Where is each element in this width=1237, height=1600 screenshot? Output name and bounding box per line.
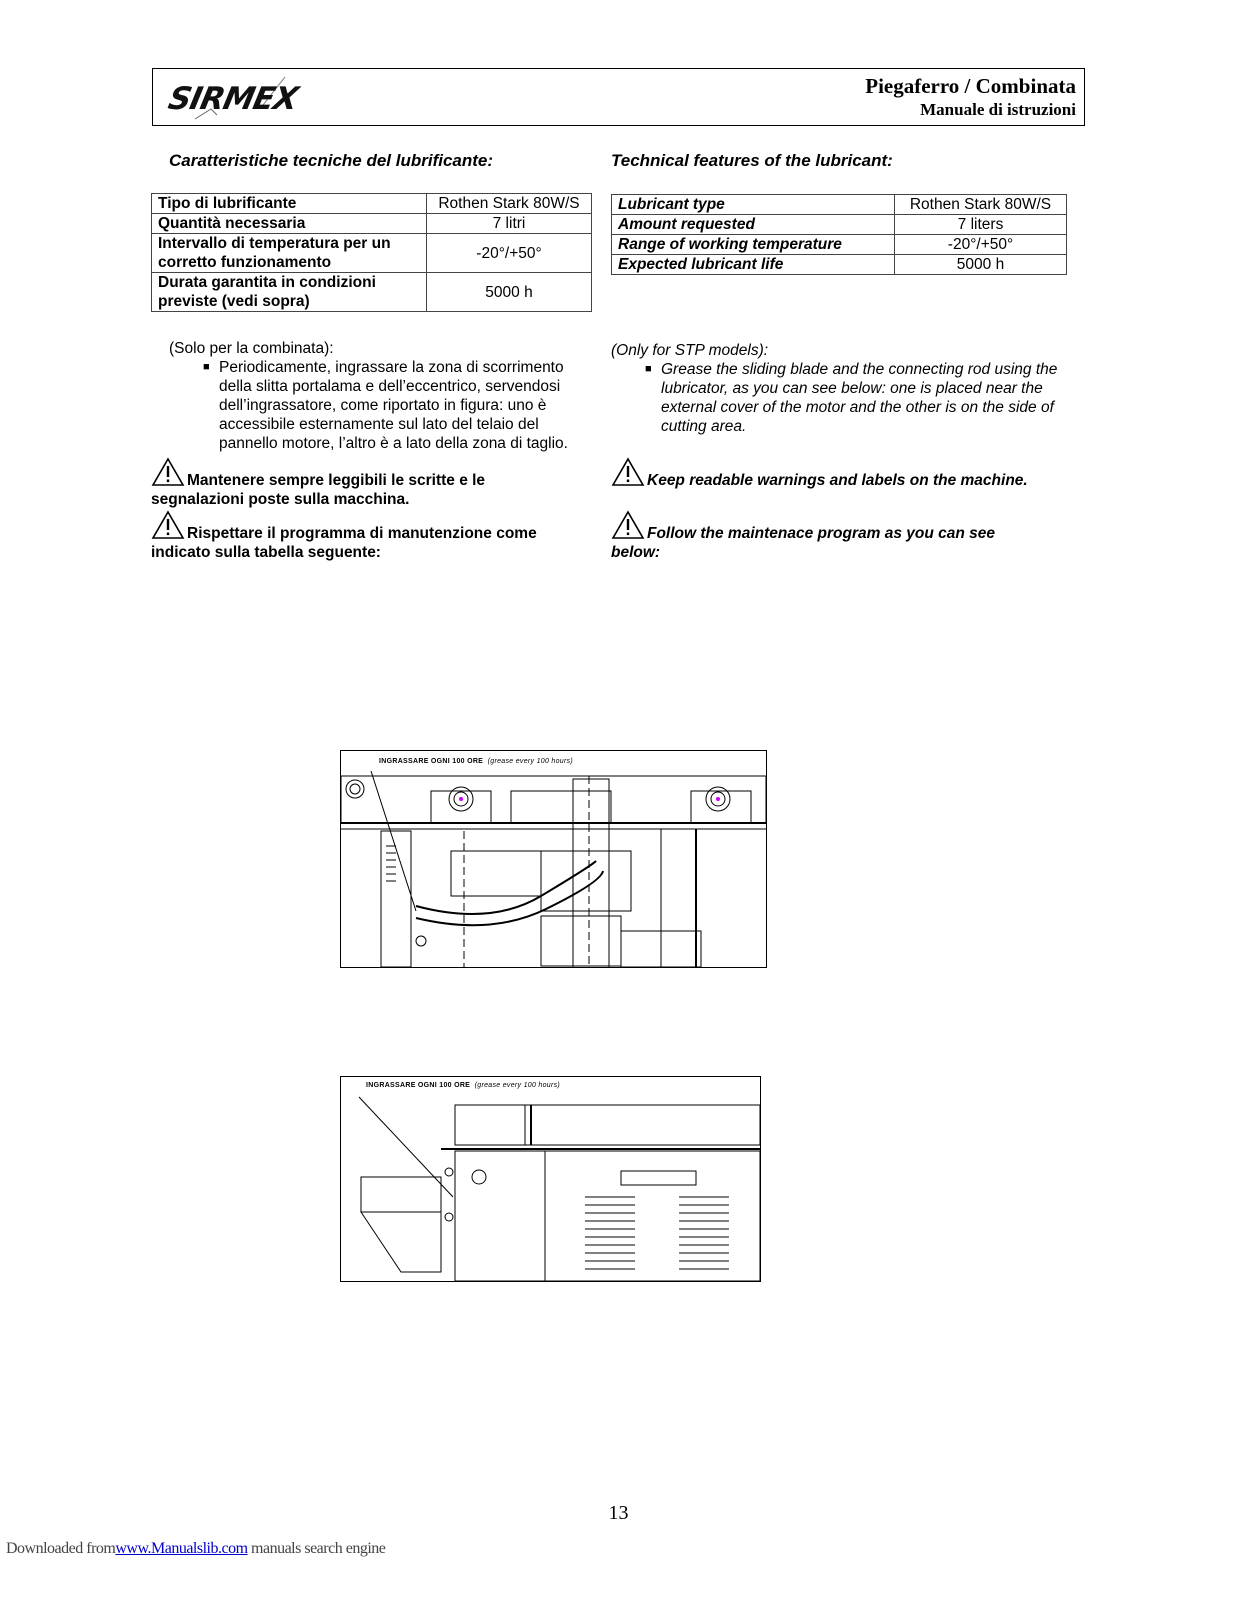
table-row [152, 194, 592, 214]
it-note-bullet-text: Periodicamente, ingrassare la zona di scorrimento della slitta portalama e dell’eccentrico, servendosi dell’ingrassatore, come riportato in figura: uno è accessibile esternamente sul lato del telaio del pannello motore, l’altro è a lato della zona di taglio. [219, 359, 568, 452]
it-note-intro: (Solo per la combinata): [169, 340, 334, 357]
table-key: Expected lubricant life [612, 255, 895, 275]
table-value: 5000 h [427, 273, 592, 312]
en-warning-2: Follow the maintenace program as you can see below: [611, 510, 1041, 562]
warning-triangle-icon [151, 510, 185, 540]
table-key: Lubricant type [612, 195, 895, 215]
it-note [169, 339, 594, 453]
en-note-intro: (Only for STP models): [611, 342, 769, 359]
table-row [612, 235, 1067, 255]
lubrication-diagram-2 [340, 1076, 761, 1282]
it-warning-2: Rispettare il programma di manutenzione come indicato sulla tabella seguente: [151, 510, 581, 562]
it-note-bullet [203, 358, 594, 453]
warning-triangle-icon [611, 457, 645, 487]
document-title: Piegaferro / Combinata [865, 74, 1076, 98]
it-section-title: Caratteristiche tecniche del lubrificante: [169, 151, 494, 170]
figure-caption: INGRASSARE OGNI 100 ORE (grease every 100 hours) [366, 1082, 561, 1089]
table-row [612, 195, 1067, 215]
table-value: -20°/+50° [895, 235, 1067, 255]
lubrication-diagram-1 [340, 750, 767, 968]
en-warning-1: Keep readable warnings and labels on the machine. [611, 457, 1041, 490]
en-section-title: Technical features of the lubricant: [611, 151, 893, 170]
table-key: Range of working temperature [612, 235, 895, 255]
en-note [611, 341, 1071, 436]
table-key: Quantità necessaria [152, 214, 427, 234]
machine-drawing [341, 1077, 760, 1281]
table-value: 5000 h [895, 255, 1067, 275]
manualslib-link[interactable]: www.Manualslib.com [115, 1540, 248, 1557]
en-note-bullet [645, 360, 1071, 436]
download-footer: Downloaded fromwww.Manualslib.com manuals search engine [6, 1540, 386, 1557]
table-row [152, 273, 592, 312]
figure-caption: INGRASSARE OGNI 100 ORE (grease every 100 hours) [379, 758, 574, 765]
table-row [612, 215, 1067, 235]
table-row [612, 255, 1067, 275]
it-warning-1: Mantenere sempre leggibili le scritte e le segnalazioni poste sulla macchina. [151, 457, 581, 509]
table-key: Tipo di lubrificante [152, 194, 427, 214]
table-key: Amount requested [612, 215, 895, 235]
table-value: 7 litri [427, 214, 592, 234]
bullet-square-icon: ■ [645, 363, 652, 375]
table-value: 7 liters [895, 215, 1067, 235]
sirmex-logo: SIRMEX [165, 75, 325, 123]
en-lubricant-table [611, 194, 1067, 275]
warning-triangle-icon [611, 510, 645, 540]
it-lubricant-table [151, 193, 592, 312]
page-number: 13 [608, 1502, 629, 1524]
table-key: Intervallo di temperatura per un corretto funzionamento [152, 234, 427, 273]
warning-triangle-icon [151, 457, 185, 487]
page-header [152, 68, 1085, 126]
table-value: -20°/+50° [427, 234, 592, 273]
table-value: Rothen Stark 80W/S [895, 195, 1067, 215]
en-note-bullet-text: Grease the sliding blade and the connecting rod using the lubricator, as you can see below: one is placed near the external cover of the motor and the other is on the side of cutting area. [661, 361, 1058, 435]
table-value: Rothen Stark 80W/S [427, 194, 592, 214]
bullet-square-icon: ■ [203, 361, 210, 373]
document-subtitle: Manuale di istruzioni [920, 100, 1076, 119]
table-row [152, 214, 592, 234]
table-row [152, 234, 592, 273]
machine-drawing [341, 751, 766, 967]
table-key: Durata garantita in condizioni previste (vedi sopra) [152, 273, 427, 312]
